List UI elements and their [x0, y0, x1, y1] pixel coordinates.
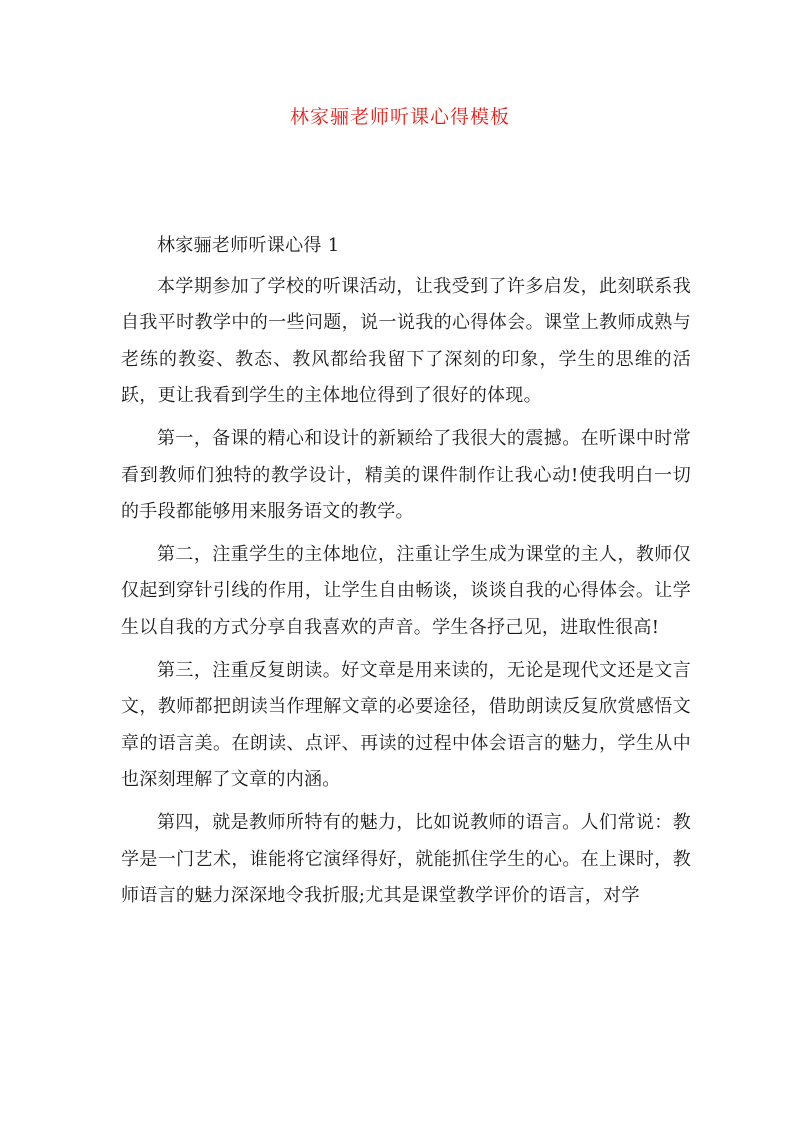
- paragraph-point-2: 第二，注重学生的主体地位，注重让学生成为课堂的主人，教师仅仅起到穿针引线的作用，让学生自由畅谈，谈谈自我的心得体会。让学生以自我的方式分享自我喜欢的声音。学生各抒己见，进取性很高!: [121, 543, 691, 638]
- paragraph-point-3: 第三，注重反复朗读。好文章是用来读的，无论是现代文还是文言文，教师都把朗读当作理解文章的必要途径，借助朗读反复欣赏感悟文章的语言美。在朗读、点评、再读的过程中体会语言的魅力，学生从中也深刻理解了文章的内涵。: [121, 659, 691, 791]
- paragraph-point-1: 第一，备课的精心和设计的新颖给了我很大的震撼。在听课中时常看到教师们独特的教学设计，精美的课件制作让我心动!使我明白一切的手段都能够用来服务语文的教学。: [121, 427, 691, 523]
- document-title: 林家骊老师听课心得模板: [289, 106, 510, 128]
- document-body: [121, 228, 691, 921]
- section-subheading: 林家骊老师听课心得 1: [157, 235, 340, 256]
- paragraph-point-4: 第四，就是教师所特有的魅力，比如说教师的语言。人们常说：教学是一门艺术，谁能将它演绎得好，就能抓住学生的心。在上课时，教师语言的魅力深深地令我折服;尤其是课堂教学评价的语言，对学: [121, 811, 691, 907]
- paragraph-intro: 本学期参加了学校的听课活动，让我受到了许多启发，此刻联系我自我平时教学中的一些问题，说一说我的心得体会。课堂上教师成熟与老练的教姿、教态、教风都给我留下了深刻的印象，学生的思维的活跃，更让我看到学生的主体地位得到了很好的体现。: [121, 275, 691, 407]
